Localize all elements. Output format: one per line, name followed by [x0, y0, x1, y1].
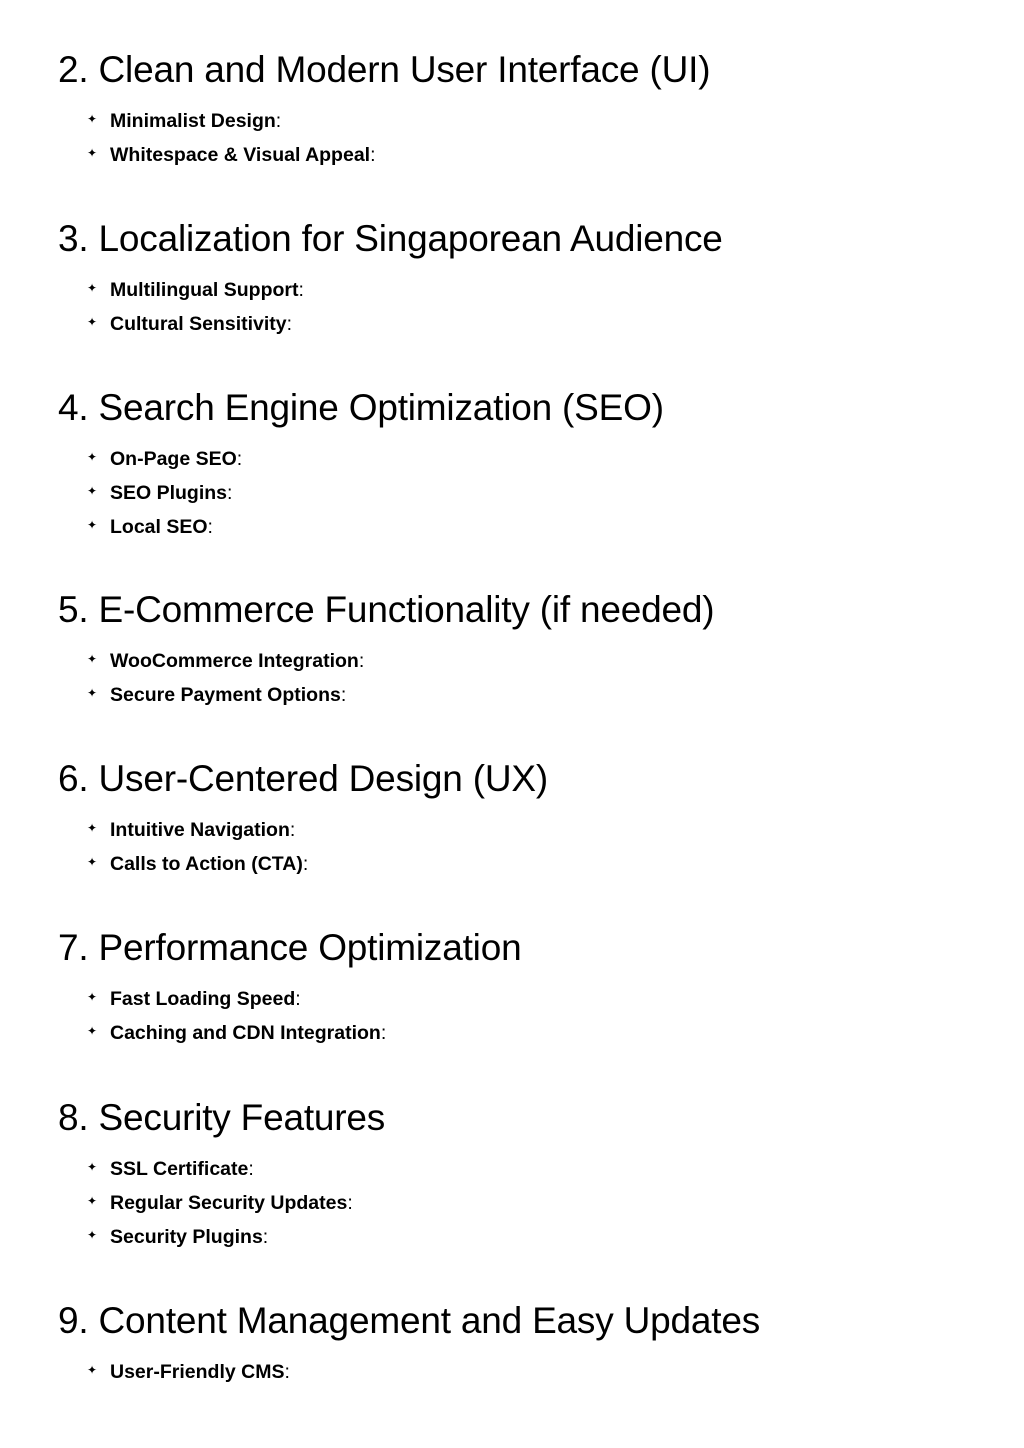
- item-suffix: :: [347, 1192, 353, 1214]
- bullet-icon: ✦: [87, 315, 98, 329]
- item-term: Security Plugins: [110, 1226, 263, 1248]
- bullet-list: [84, 644, 364, 712]
- section-ecommerce: [58, 588, 998, 706]
- list-item: [84, 813, 308, 847]
- bullet-list: [84, 1152, 353, 1254]
- bullet-icon: ✦: [87, 112, 98, 126]
- section-performance: [58, 926, 998, 1044]
- list-item: [84, 510, 242, 544]
- bullet-icon: ✦: [87, 1024, 98, 1038]
- bullet-icon: ✦: [87, 1194, 98, 1208]
- bullet-icon: ✦: [87, 686, 98, 700]
- item-suffix: :: [380, 1022, 387, 1044]
- list-item: [84, 1355, 290, 1389]
- bullet-icon: ✦: [87, 1363, 98, 1377]
- bullet-icon: ✦: [87, 484, 98, 498]
- item-term: WooCommerce Integration: [110, 650, 359, 672]
- bullet-list: [84, 104, 376, 172]
- list-item: [84, 307, 304, 341]
- list-item: [84, 1016, 386, 1050]
- section-content-management: [58, 1299, 998, 1383]
- bullet-list: [84, 273, 304, 341]
- item-suffix: :: [236, 448, 243, 470]
- list-item: [84, 273, 304, 307]
- item-suffix: :: [295, 988, 301, 1010]
- section-heading: 6. User-Centered Design (UX): [58, 758, 548, 799]
- item-term: Fast Loading Speed: [110, 988, 296, 1010]
- bullet-icon: ✦: [87, 821, 98, 835]
- item-term: Cultural Sensitivity: [110, 313, 287, 335]
- item-suffix: :: [340, 684, 347, 706]
- section-heading: 2. Clean and Modern User Interface (UI): [58, 49, 711, 90]
- list-item: [84, 1186, 353, 1220]
- bullet-icon: ✦: [87, 146, 98, 160]
- bullet-icon: ✦: [87, 990, 98, 1004]
- item-term: SEO Plugins: [110, 482, 228, 504]
- section-heading: 9. Content Management and Easy Updates: [58, 1300, 761, 1341]
- item-suffix: :: [275, 110, 282, 132]
- item-term: Secure Payment Options: [110, 684, 341, 706]
- item-term: User-Friendly CMS: [110, 1361, 285, 1383]
- item-term: Caching and CDN Integration: [110, 1022, 381, 1044]
- bullet-icon: ✦: [87, 652, 98, 666]
- item-term: Calls to Action (CTA): [110, 853, 303, 875]
- item-suffix: :: [298, 279, 304, 301]
- section-seo: [58, 386, 998, 538]
- list-item: [84, 138, 376, 172]
- section-user-centered-design: [58, 757, 998, 875]
- bullet-icon: ✦: [87, 450, 98, 464]
- item-suffix: :: [262, 1226, 269, 1248]
- list-item: [84, 982, 386, 1016]
- item-term: Whitespace & Visual Appeal: [110, 144, 371, 166]
- bullet-icon: ✦: [87, 1228, 98, 1242]
- list-item: [84, 644, 364, 678]
- bullet-icon: ✦: [87, 518, 98, 532]
- section-heading: 5. E-Commerce Functionality (if needed): [58, 589, 715, 630]
- item-suffix: :: [207, 516, 213, 538]
- section-heading: 4. Search Engine Optimization (SEO): [58, 387, 664, 428]
- section-clean-modern-ui: [58, 48, 998, 166]
- list-item: [84, 1220, 353, 1254]
- section-security: [58, 1096, 998, 1248]
- item-term: On-Page SEO: [110, 448, 237, 470]
- item-term: SSL Certificate: [110, 1158, 249, 1180]
- list-item: [84, 1152, 353, 1186]
- bullet-list: [84, 982, 386, 1050]
- item-term: Multilingual Support: [110, 279, 299, 301]
- list-item: [84, 476, 242, 510]
- section-heading: 3. Localization for Singaporean Audience: [58, 218, 723, 259]
- bullet-icon: ✦: [87, 281, 98, 295]
- list-item: [84, 678, 364, 712]
- item-suffix: :: [284, 1361, 290, 1383]
- item-suffix: :: [248, 1158, 254, 1180]
- item-suffix: :: [370, 144, 376, 166]
- list-item: [84, 442, 242, 476]
- item-suffix: :: [227, 482, 233, 504]
- list-item: [84, 104, 376, 138]
- list-item: [84, 847, 308, 881]
- item-term: Intuitive Navigation: [110, 819, 290, 841]
- item-term: Minimalist Design: [110, 110, 276, 132]
- bullet-list: [84, 1355, 290, 1389]
- item-suffix: :: [286, 313, 293, 335]
- item-suffix: :: [302, 853, 309, 875]
- bullet-icon: ✦: [87, 855, 98, 869]
- section-heading: 8. Security Features: [58, 1097, 386, 1138]
- item-suffix: :: [289, 819, 296, 841]
- section-localization: [58, 217, 998, 335]
- bullet-list: [84, 813, 308, 881]
- bullet-list: [84, 442, 242, 544]
- section-heading: 7. Performance Optimization: [58, 927, 522, 968]
- item-suffix: :: [358, 650, 365, 672]
- bullet-icon: ✦: [87, 1160, 98, 1174]
- item-term: Local SEO: [110, 516, 208, 538]
- item-term: Regular Security Updates: [110, 1192, 348, 1214]
